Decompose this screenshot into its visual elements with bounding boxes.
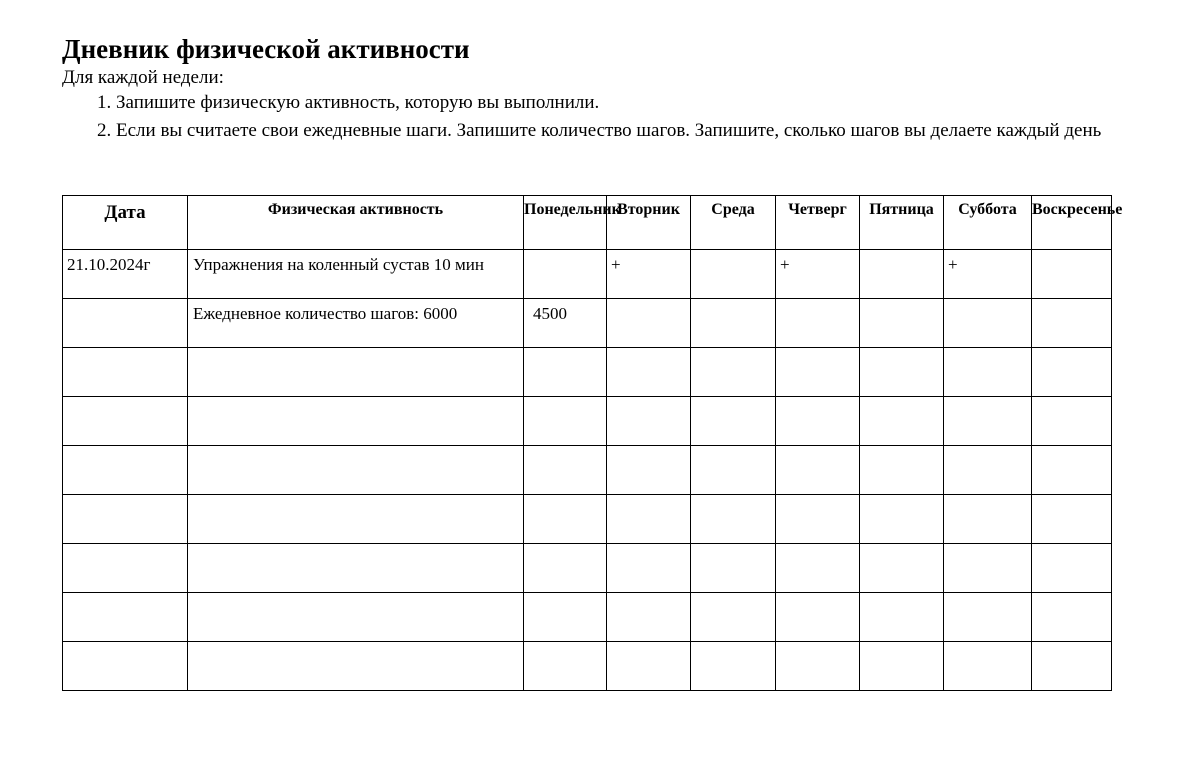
table-row (63, 348, 1112, 397)
cell-thursday (776, 495, 860, 544)
cell-date (63, 397, 188, 446)
cell-activity (188, 446, 524, 495)
cell-monday (524, 544, 607, 593)
cell-friday (860, 250, 944, 299)
table-row (63, 495, 1112, 544)
cell-wednesday (691, 446, 776, 495)
cell-thursday (776, 593, 860, 642)
cell-activity (188, 544, 524, 593)
instruction-item: 2. Если вы считаете свои ежедневные шаги. Запишите количество шагов. Запишите, сколько шагов вы делаете каждый день (116, 117, 1156, 145)
instruction-list (62, 89, 1156, 145)
cell-sunday (1032, 397, 1112, 446)
cell-thursday (776, 299, 860, 348)
table-row (63, 250, 1112, 299)
cell-monday: 4500 (524, 299, 607, 348)
cell-tuesday (607, 348, 691, 397)
header-activity: Физическая активность (188, 196, 524, 250)
cell-saturday (944, 397, 1032, 446)
cell-tuesday: + (607, 250, 691, 299)
header-tuesday: Вторник (607, 196, 691, 250)
cell-sunday (1032, 642, 1112, 691)
cell-friday (860, 446, 944, 495)
cell-wednesday (691, 299, 776, 348)
cell-wednesday (691, 593, 776, 642)
cell-saturday (944, 348, 1032, 397)
cell-tuesday (607, 299, 691, 348)
cell-wednesday (691, 544, 776, 593)
cell-monday (524, 250, 607, 299)
cell-sunday (1032, 495, 1112, 544)
cell-monday (524, 397, 607, 446)
cell-activity (188, 397, 524, 446)
cell-date: 21.10.2024г (63, 250, 188, 299)
cell-sunday (1032, 250, 1112, 299)
cell-friday (860, 593, 944, 642)
intro-text: Для каждой недели: (62, 67, 224, 88)
cell-friday (860, 642, 944, 691)
cell-wednesday (691, 397, 776, 446)
header-saturday: Суббота (944, 196, 1032, 250)
cell-activity (188, 495, 524, 544)
table-row (63, 593, 1112, 642)
header-friday: Пятница (860, 196, 944, 250)
cell-monday (524, 593, 607, 642)
cell-thursday (776, 544, 860, 593)
cell-wednesday (691, 495, 776, 544)
table-header-row (63, 196, 1112, 250)
cell-thursday (776, 642, 860, 691)
cell-activity (188, 642, 524, 691)
instruction-item: 1. Запишите физическую активность, которую вы выполнили. (116, 89, 1156, 117)
cell-saturday (944, 544, 1032, 593)
table-row (63, 446, 1112, 495)
cell-friday (860, 495, 944, 544)
cell-activity: Ежедневное количество шагов: 6000 (188, 299, 524, 348)
cell-wednesday (691, 250, 776, 299)
cell-activity (188, 593, 524, 642)
cell-friday (860, 299, 944, 348)
cell-date (63, 299, 188, 348)
cell-tuesday (607, 642, 691, 691)
cell-friday (860, 348, 944, 397)
header-thursday: Четверг (776, 196, 860, 250)
header-monday: Понедельник (524, 196, 607, 250)
cell-saturday (944, 495, 1032, 544)
page-title: Дневник физической активности (62, 34, 470, 64)
header-sunday: Воскресенье (1032, 196, 1112, 250)
cell-date (63, 544, 188, 593)
cell-monday (524, 642, 607, 691)
cell-tuesday (607, 593, 691, 642)
cell-monday (524, 446, 607, 495)
table-row (63, 642, 1112, 691)
cell-thursday (776, 446, 860, 495)
cell-date (63, 495, 188, 544)
table-row (63, 544, 1112, 593)
table-row (63, 397, 1112, 446)
cell-tuesday (607, 544, 691, 593)
cell-sunday (1032, 593, 1112, 642)
cell-sunday (1032, 299, 1112, 348)
cell-tuesday (607, 397, 691, 446)
cell-tuesday (607, 495, 691, 544)
cell-wednesday (691, 348, 776, 397)
cell-saturday (944, 642, 1032, 691)
header-date: Дата (63, 196, 188, 250)
cell-wednesday (691, 642, 776, 691)
header-wednesday: Среда (691, 196, 776, 250)
cell-activity (188, 348, 524, 397)
cell-thursday: + (776, 250, 860, 299)
cell-date (63, 348, 188, 397)
cell-tuesday (607, 446, 691, 495)
cell-activity: Упражнения на коленный сустав 10 мин (188, 250, 524, 299)
cell-friday (860, 397, 944, 446)
cell-date (63, 642, 188, 691)
cell-sunday (1032, 446, 1112, 495)
cell-date (63, 446, 188, 495)
cell-saturday (944, 446, 1032, 495)
cell-sunday (1032, 544, 1112, 593)
cell-monday (524, 495, 607, 544)
cell-thursday (776, 348, 860, 397)
cell-saturday: + (944, 250, 1032, 299)
activity-table (62, 195, 1123, 691)
cell-thursday (776, 397, 860, 446)
cell-date (63, 593, 188, 642)
cell-saturday (944, 593, 1032, 642)
cell-sunday (1032, 348, 1112, 397)
cell-monday (524, 348, 607, 397)
cell-friday (860, 544, 944, 593)
cell-saturday (944, 299, 1032, 348)
table-row (63, 299, 1112, 348)
